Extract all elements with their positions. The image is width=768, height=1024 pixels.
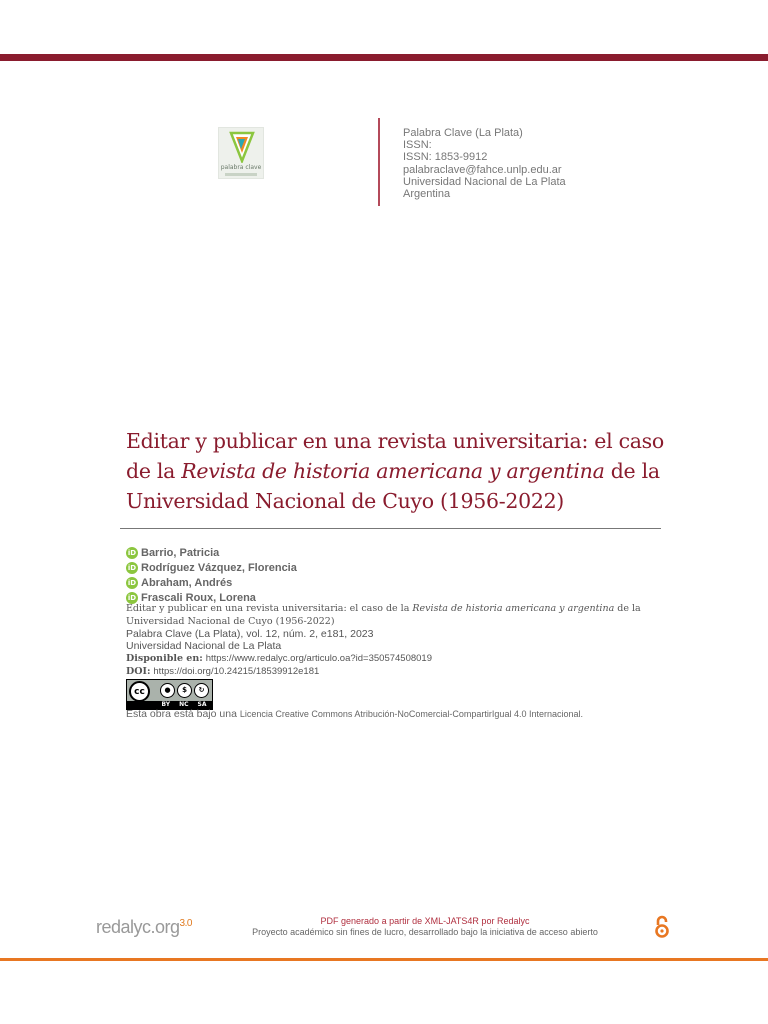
orcid-icon[interactable]: iD [127,548,137,557]
logo-subtext [225,173,257,176]
orcid-icon[interactable]: iD [127,593,137,602]
citation-part2: de la Universidad Nacional de Cuyo (1956-2022) [126,603,641,627]
journal-issn: ISSN: 1853-9912 [403,151,488,164]
doi-line [126,665,696,678]
citation-part1: Editar y publicar en una revista universitaria: el caso de la [126,603,413,614]
available-line [126,652,696,665]
author-name: Abraham, Andrés [141,576,233,589]
article-title [126,426,686,516]
divider-vertical [378,118,380,206]
citation-italic: Revista de historia americana y argentina [412,603,615,614]
cc-license-badge[interactable] [126,679,213,710]
author-list [126,545,297,605]
author-item [126,575,297,590]
journal-institution: Universidad Nacional de La Plata [403,175,566,188]
citation-journal: Palabra Clave (La Plata), vol. 12, núm. 2, e181, 2023 [126,628,374,640]
journal-logo [218,127,264,179]
cc-sa-label: SA [197,701,207,708]
author-name: Barrio, Patricia [141,546,220,559]
cc-by-label: BY [161,701,171,708]
available-label: Disponible en: [126,653,203,664]
author-item [126,560,297,575]
cc-nc-label: NC [179,701,189,708]
journal-country: Argentina [403,188,451,201]
orcid-icon[interactable]: iD [127,578,137,587]
author-name: Frascali Roux, Lorena [141,591,256,604]
redalyc-logo[interactable] [96,917,192,938]
cc-labels [157,701,211,708]
divider-horizontal [120,528,661,529]
logo-text: palabra clave [220,164,262,171]
license-prefix: Esta obra está bajo una [126,708,240,720]
citation-block [126,603,696,678]
by-icon: ● [160,683,175,698]
nc-icon: $ [177,683,192,698]
top-bar [0,54,768,61]
sa-icon: ↻ [194,683,209,698]
citation-institution: Universidad Nacional de La Plata [126,640,282,652]
journal-issn-print: ISSN: [403,139,432,152]
author-name: Rodríguez Vázquez, Florencia [141,561,297,574]
available-link[interactable]: https://www.redalyc.org/articulo.oa?id=350574508019 [205,653,432,664]
citation-title [126,603,696,628]
journal-email[interactable]: palabraclave@fahce.unlp.edu.ar [403,163,562,176]
author-item [126,545,297,560]
bottom-bar [0,958,768,961]
title-part1: Editar y publicar en una revista universitaria: el caso de la [126,429,664,483]
title-italic: Revista de historia americana y argentina [181,459,605,483]
license-link[interactable]: Licencia Creative Commons Atribución-NoComercial-CompartirIgual 4.0 Internacional. [239,709,583,719]
footer-text [200,916,650,938]
doi-link[interactable]: https://doi.org/10.24215/18539912e181 [153,666,320,677]
license-text [126,708,583,720]
redalyc-version: 3.0 [179,918,192,929]
journal-info [403,127,566,200]
open-access-icon [654,914,670,940]
footer-project: Proyecto académico sin fines de lucro, desarrollado bajo la iniciativa de acceso abierto [252,927,598,937]
doi-label: DOI: [126,666,151,677]
footer-generated[interactable]: PDF generado a partir de XML-JATS4R por Redalyc [320,916,530,926]
title-part2: de la Universidad Nacional de Cuyo (1956-2022) [126,459,660,513]
journal-logo-icon [229,131,255,163]
redalyc-brand: redalyc.org [96,917,180,937]
cc-icon: cc [129,681,150,702]
journal-name: Palabra Clave (La Plata) [403,127,523,139]
orcid-icon[interactable]: iD [127,563,137,572]
